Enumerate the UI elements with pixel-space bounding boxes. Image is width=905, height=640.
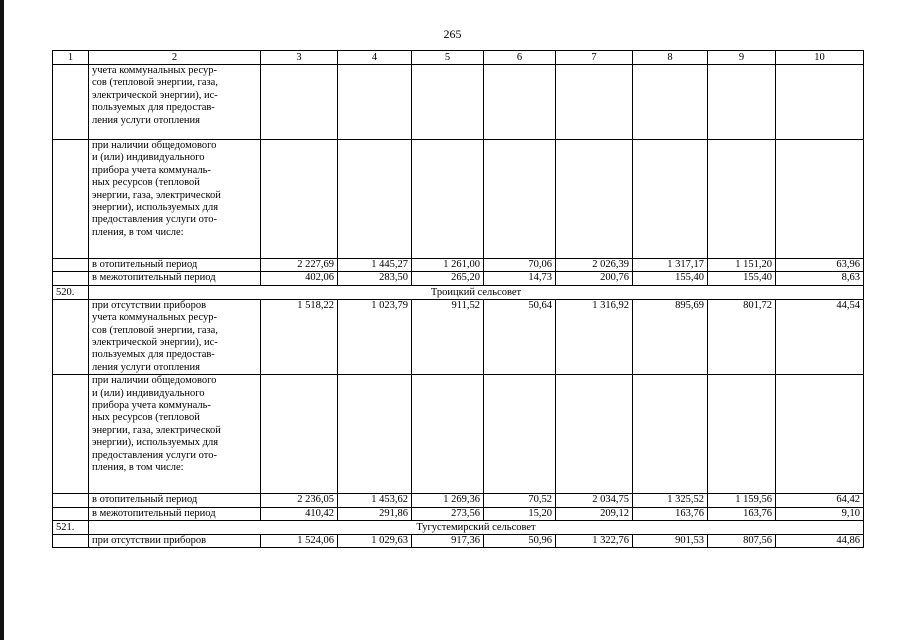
value-cell: 901,53 bbox=[633, 535, 708, 548]
value-cell: 50,64 bbox=[484, 299, 556, 374]
row-description: в отопительный период bbox=[89, 494, 261, 507]
value-cell: 50,96 bbox=[484, 535, 556, 548]
value-cell: 155,40 bbox=[708, 272, 776, 285]
value-cell: 801,72 bbox=[708, 299, 776, 374]
page-number: 265 bbox=[443, 27, 462, 41]
row-description: в межотопительный период bbox=[89, 272, 261, 285]
row-description: учета коммунальных ресур- сов (тепловой энергии, газа, электрической энергии), ис- пользуемых для предостав- ления услуги отопления bbox=[89, 65, 261, 140]
value-cell: 410,42 bbox=[261, 507, 338, 520]
table-row bbox=[53, 65, 864, 140]
value-cell: 163,76 bbox=[708, 507, 776, 520]
row-description: при отсутствии приборов учета коммунальных ресур- сов (тепловой энергии, газа, электрической энергии), ис- пользуемых для предостав- ления услуги отопления bbox=[89, 299, 261, 374]
value-cell bbox=[338, 140, 412, 259]
value-cell: 44,54 bbox=[776, 299, 864, 374]
value-cell bbox=[412, 375, 484, 494]
tariff-table bbox=[52, 50, 864, 548]
row-number-cell bbox=[53, 65, 89, 140]
column-header: 7 bbox=[556, 51, 633, 65]
value-cell bbox=[556, 65, 633, 140]
value-cell bbox=[412, 140, 484, 259]
value-cell bbox=[484, 140, 556, 259]
value-cell: 64,42 bbox=[776, 494, 864, 507]
row-description: при отсутствии приборов bbox=[89, 535, 261, 548]
column-header-row bbox=[53, 51, 864, 65]
row-number-cell bbox=[53, 507, 89, 520]
value-cell bbox=[412, 65, 484, 140]
value-cell: 1 524,06 bbox=[261, 535, 338, 548]
value-cell: 70,06 bbox=[484, 259, 556, 272]
value-cell: 9,10 bbox=[776, 507, 864, 520]
column-header: 6 bbox=[484, 51, 556, 65]
column-header: 8 bbox=[633, 51, 708, 65]
value-cell bbox=[556, 375, 633, 494]
row-number-cell bbox=[53, 272, 89, 285]
value-cell bbox=[261, 65, 338, 140]
row-description: в межотопительный период bbox=[89, 507, 261, 520]
value-cell bbox=[484, 65, 556, 140]
value-cell bbox=[633, 375, 708, 494]
value-cell: 2 034,75 bbox=[556, 494, 633, 507]
value-cell: 895,69 bbox=[633, 299, 708, 374]
section-header-row bbox=[53, 285, 864, 299]
value-cell: 63,96 bbox=[776, 259, 864, 272]
value-cell: 1 317,17 bbox=[633, 259, 708, 272]
value-cell: 1 159,56 bbox=[708, 494, 776, 507]
value-cell bbox=[261, 375, 338, 494]
section-number: 520. bbox=[53, 285, 89, 299]
value-cell: 15,20 bbox=[484, 507, 556, 520]
value-cell: 209,12 bbox=[556, 507, 633, 520]
value-cell: 1 445,27 bbox=[338, 259, 412, 272]
value-cell: 917,36 bbox=[412, 535, 484, 548]
value-cell bbox=[708, 65, 776, 140]
value-cell: 1 325,52 bbox=[633, 494, 708, 507]
value-cell bbox=[556, 140, 633, 259]
value-cell: 8,63 bbox=[776, 272, 864, 285]
value-cell bbox=[484, 375, 556, 494]
column-header: 1 bbox=[53, 51, 89, 65]
value-cell: 402,06 bbox=[261, 272, 338, 285]
value-cell: 1 029,63 bbox=[338, 535, 412, 548]
value-cell: 14,73 bbox=[484, 272, 556, 285]
table-row bbox=[53, 259, 864, 272]
table-row bbox=[53, 272, 864, 285]
value-cell: 1 316,92 bbox=[556, 299, 633, 374]
row-number-cell bbox=[53, 494, 89, 507]
column-header: 3 bbox=[261, 51, 338, 65]
column-header: 9 bbox=[708, 51, 776, 65]
row-number-cell bbox=[53, 140, 89, 259]
column-header: 10 bbox=[776, 51, 864, 65]
column-header: 5 bbox=[412, 51, 484, 65]
value-cell: 1 151,20 bbox=[708, 259, 776, 272]
value-cell: 1 322,76 bbox=[556, 535, 633, 548]
value-cell: 2 227,69 bbox=[261, 259, 338, 272]
value-cell: 807,56 bbox=[708, 535, 776, 548]
value-cell: 1 261,00 bbox=[412, 259, 484, 272]
row-description: при наличии общедомового и (или) индивидуального прибора учета коммуналь- ных ресурсов (тепловой энергии, газа, электрической энергии), используемых для предоставления услуги ото- пления, в том числе: bbox=[89, 140, 261, 259]
value-cell bbox=[633, 65, 708, 140]
section-header-row bbox=[53, 521, 864, 535]
row-number-cell bbox=[53, 299, 89, 374]
value-cell bbox=[776, 65, 864, 140]
value-cell: 1 023,79 bbox=[338, 299, 412, 374]
row-number-cell bbox=[53, 259, 89, 272]
table-row bbox=[53, 535, 864, 548]
table-row bbox=[53, 507, 864, 520]
section-number: 521. bbox=[53, 521, 89, 535]
table-row bbox=[53, 494, 864, 507]
value-cell: 1 453,62 bbox=[338, 494, 412, 507]
value-cell: 1 269,36 bbox=[412, 494, 484, 507]
section-name: Троицкий сельсовет bbox=[89, 285, 864, 299]
column-header: 2 bbox=[89, 51, 261, 65]
row-description: при наличии общедомового и (или) индивидуального прибора учета коммуналь- ных ресурсов (тепловой энергии, газа, электрической энергии), используемых для предоставления услуги ото- пления, в том числе: bbox=[89, 375, 261, 494]
value-cell: 70,52 bbox=[484, 494, 556, 507]
value-cell: 2 236,05 bbox=[261, 494, 338, 507]
column-header: 4 bbox=[338, 51, 412, 65]
row-description: в отопительный период bbox=[89, 259, 261, 272]
value-cell: 155,40 bbox=[633, 272, 708, 285]
value-cell: 283,50 bbox=[338, 272, 412, 285]
value-cell: 265,20 bbox=[412, 272, 484, 285]
value-cell: 2 026,39 bbox=[556, 259, 633, 272]
row-number-cell bbox=[53, 535, 89, 548]
value-cell bbox=[708, 375, 776, 494]
value-cell: 44,86 bbox=[776, 535, 864, 548]
value-cell bbox=[708, 140, 776, 259]
table-row bbox=[53, 375, 864, 494]
value-cell bbox=[776, 140, 864, 259]
section-name: Тугустемирский сельсовет bbox=[89, 521, 864, 535]
table-row bbox=[53, 140, 864, 259]
value-cell bbox=[338, 375, 412, 494]
scan-edge bbox=[0, 0, 4, 640]
value-cell bbox=[338, 65, 412, 140]
value-cell: 200,76 bbox=[556, 272, 633, 285]
value-cell bbox=[776, 375, 864, 494]
value-cell bbox=[633, 140, 708, 259]
table-row bbox=[53, 299, 864, 374]
value-cell: 291,86 bbox=[338, 507, 412, 520]
value-cell bbox=[261, 140, 338, 259]
value-cell: 163,76 bbox=[633, 507, 708, 520]
value-cell: 273,56 bbox=[412, 507, 484, 520]
value-cell: 911,52 bbox=[412, 299, 484, 374]
row-number-cell bbox=[53, 375, 89, 494]
value-cell: 1 518,22 bbox=[261, 299, 338, 374]
